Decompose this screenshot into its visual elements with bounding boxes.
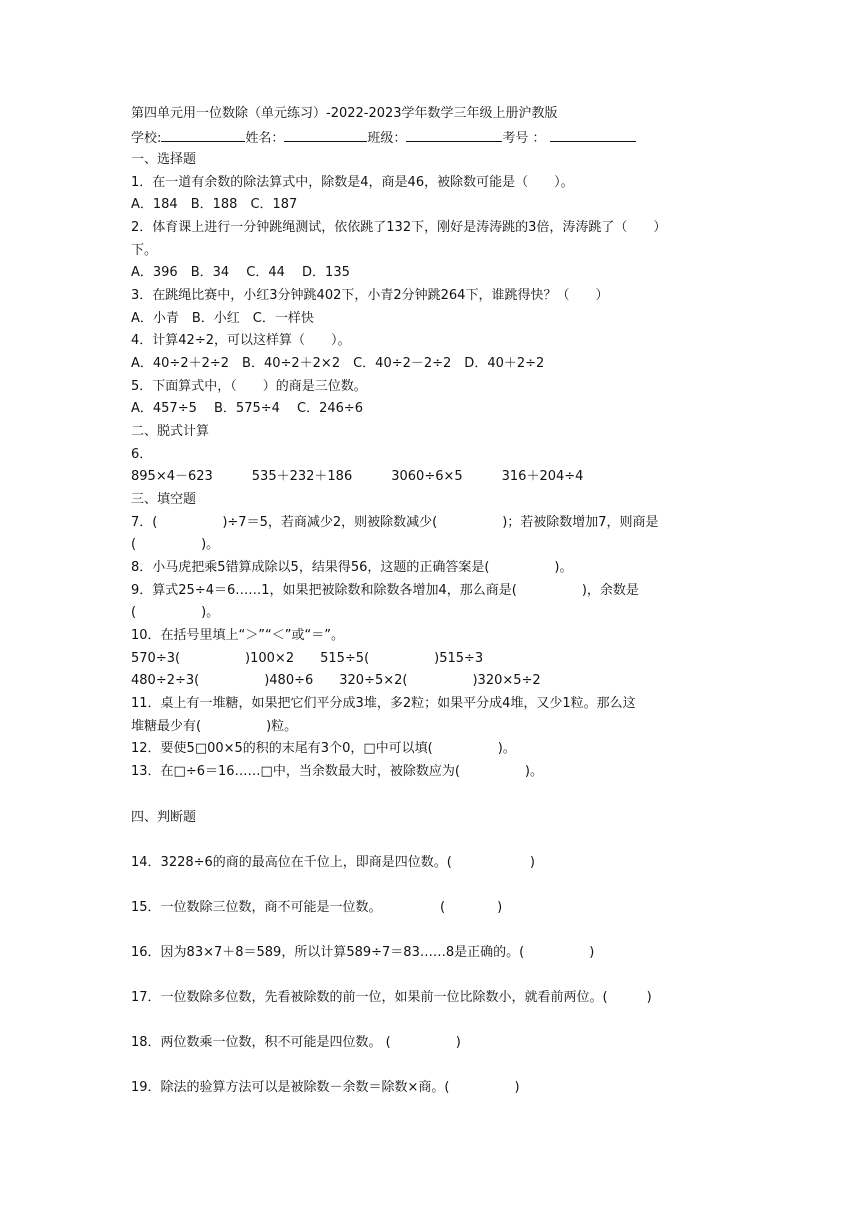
section-heading: 一、选择题 [131,152,197,167]
question-4-options: A．40÷2＋2÷2 B．40÷2＋2×2 C．40÷2－2÷2 D．40＋2÷2 [131,356,545,371]
question-5: 5．下面算式中，（ ）的商是三位数。 [131,379,367,394]
question-1: 1．在一道有余数的除法算式中，除数是4，商是46，被除数可能是（ ）。 [131,175,574,190]
question-8: 8．小马虎把乘5错算成除以5，结果得56，这题的正确答案是( )。 [131,560,573,575]
question-12: 12．要使5□00×5的积的末尾有3个0，□中可以填( )。 [131,741,516,756]
question-9: 9．算式25÷4＝6……1，如果把被除数和除数各增加4，那么商是( )，余数是 [131,583,639,598]
exam-no-field[interactable] [550,129,636,142]
question-6-expressions: 895×4－623 535＋232＋186 3060÷6×5 316＋204÷4 [131,469,584,484]
question-2-cont: 下。 [131,243,158,258]
question-11: 11．桌上有一堆糖，如果把它们平分成3堆，多2粒；如果平分成4堆，又少1粒。那么这 [131,696,636,711]
school-label: 学校: [131,131,162,146]
worksheet-title: 第四单元用一位数除（单元练习）-2022-2023学年数学三年级上册沪教版 [131,106,558,121]
section-heading: 二、脱式计算 [131,424,210,439]
question-2: 2．体育课上进行一分钟跳绳测试，依依跳了132下，刚好是涛涛跳的3倍，涛涛跳了（ ） [131,220,667,235]
question-17: 17．一位数除多位数，先看被除数的前一位，如果前一位比除数小，就看前两位。( ) [131,990,652,1005]
question-9-cont: ( )。 [131,605,220,620]
question-5-options: A．457÷5 B．575÷4 C．246÷6 [131,401,364,416]
question-11-cont: 堆糖最少有( )粒。 [131,719,298,734]
name-field[interactable] [284,129,367,142]
question-15: 15．一位数除三位数，商不可能是一位数。 ( ) [131,900,503,915]
question-3: 3．在跳绳比赛中，小红3分钟跳402下，小青2分钟跳264下，谁跳得快？（ ） [131,288,609,303]
question-6: 6． [131,447,153,462]
question-10-row-1: 570÷3( )100×2 515÷5( )515÷3 [131,651,484,666]
section-heading: 四、判断题 [131,810,197,825]
question-7-cont: ( )。 [131,537,220,552]
student-info-line [131,129,636,147]
question-16: 16．因为83×7＋8＝589，所以计算589÷7＝83……8是正确的。( ) [131,945,595,960]
name-label: 姓名： [245,131,285,146]
question-2-options: A．396 B．34 C．44 D．135 [131,265,350,280]
question-10-row-2: 480÷2÷3( )480÷6 320÷5×2( )320×5÷2 [131,673,541,688]
question-13: 13．在□÷6＝16……□中，当余数最大时，被除数应为( )。 [131,764,543,779]
question-19: 19．除法的验算方法可以是被除数－余数＝除数×商。( ) [131,1080,520,1095]
question-7: 7．( )÷7＝5，若商减少2，则被除数减少( )；若被除数增加7，则商是 [131,515,659,530]
question-18: 18．两位数乘一位数，积不可能是四位数。 ( ) [131,1035,461,1050]
question-10: 10．在括号里填上“＞”“＜”或“＝”。 [131,628,344,643]
section-heading: 三、填空题 [131,492,197,507]
question-14: 14．3228÷6的商的最高位在千位上，即商是四位数。( ) [131,855,535,870]
question-3-options: A．小青 B．小红 C．一样快 [131,311,314,326]
class-label: 班级： [367,131,407,146]
question-1-options: A．184 B．188 C．187 [131,197,298,212]
school-field[interactable] [161,129,245,142]
question-4: 4．计算42÷2，可以这样算（ ）。 [131,333,351,348]
exam-no-label: 考号 ： [502,131,546,146]
class-field[interactable] [406,129,502,142]
